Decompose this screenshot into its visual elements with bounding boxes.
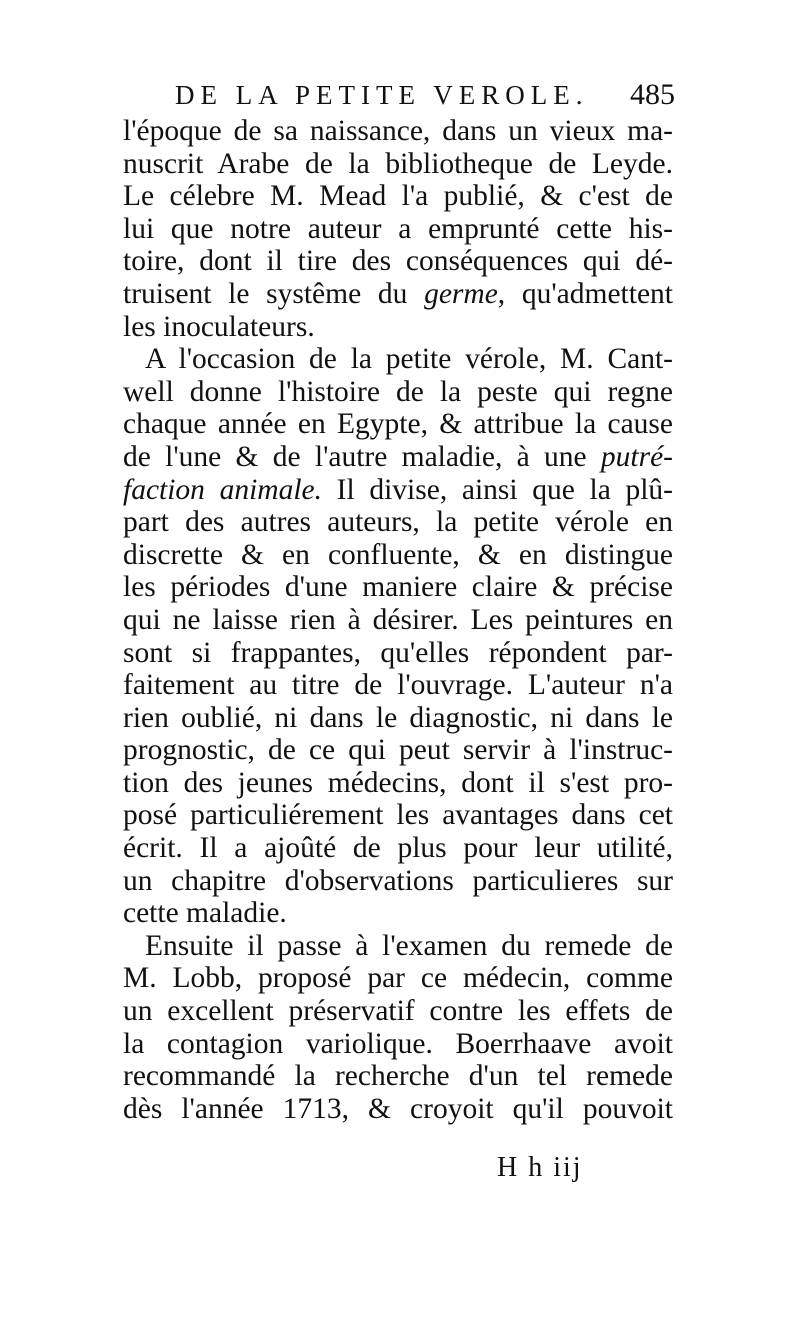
running-head [175, 78, 675, 118]
body-text [123, 115, 673, 1125]
text-line: Le célebre M. Mead l'a publié, & c'est de [123, 180, 673, 213]
text-line: un chapitre d'observations particulieres sur [123, 864, 673, 897]
text-line: discrette & en confluente, & en distingue [123, 538, 673, 571]
text-line: l'époque de sa naissance, dans un vieux ma- [123, 115, 673, 147]
text-line: chaque année en Egypte, & attribue la cause [123, 408, 673, 441]
text-line: la contagion variolique. Boerrhaave avoit [123, 1027, 673, 1060]
text-line: M. Lobb, proposé par ce médecin, comme [123, 962, 673, 995]
text-line: rien oublié, ni dans le diagnostic, ni dans le [123, 701, 673, 734]
page-number: 485 [630, 78, 675, 111]
italic-term: germe [424, 277, 498, 310]
text-line: les inoculateurs. [123, 310, 315, 343]
italic-term: putré- [600, 440, 673, 473]
text-line: un excellent préservatif contre les effets de [123, 995, 673, 1028]
text-line: sont si frappantes, qu'elles répondent par- [123, 636, 673, 669]
text-line: les périodes d'une maniere claire & précise [123, 571, 673, 604]
signature-mark: H h iij [497, 1152, 583, 1183]
text-segment: de l'une & de l'autre maladie, à une [123, 440, 601, 473]
text-line: A l'occasion de la petite vérole, M. Cant- [145, 343, 673, 376]
text-line: toire, dont il tire des conséquences qui dé- [123, 245, 673, 278]
italic-term: faction animale. [123, 473, 323, 506]
text-line: nuscrit Arabe de la bibliotheque de Leyde. [123, 147, 673, 180]
text-line-with-italic [123, 278, 673, 311]
text-segment: Il divise, ainsi que la plû- [322, 473, 673, 506]
text-segment: , qu'admettent [497, 277, 673, 310]
text-line: prognostic, de ce qui peut servir à l'instruc- [123, 734, 673, 767]
text-line: tion des jeunes médecins, dont il s'est pro- [123, 766, 673, 799]
text-segment: truisent le systême du [123, 277, 425, 310]
text-line: Ensuite il passe à l'examen du remede de [145, 929, 673, 962]
running-title: DE LA PETITE VEROLE. [175, 80, 589, 110]
text-line: faitement au titre de l'ouvrage. L'auteur n'a [123, 669, 673, 702]
paragraph-2 [123, 343, 673, 930]
paragraph-3 [123, 930, 673, 1126]
text-line: recommandé la recherche d'un tel remede [123, 1060, 673, 1093]
text-line: well donne l'histoire de la peste qui regne [123, 375, 673, 408]
text-line: qui ne laisse rien à désirer. Les peintures en [123, 603, 673, 636]
text-line-with-italic [123, 441, 673, 474]
text-line: part des autres auteurs, la petite vérole en [123, 506, 673, 539]
text-line: lui que notre auteur a emprunté cette his- [123, 212, 673, 245]
text-line: écrit. Il a ajoûté de plus pour leur utilité, [123, 832, 673, 865]
text-line: posé particuliérement les avantages dans cet [123, 799, 673, 832]
text-line: cette maladie. [123, 897, 287, 930]
paragraph-1 [123, 115, 673, 343]
text-line-with-italic [123, 474, 673, 507]
text-line: dès l'année 1713, & croyoit qu'il pouvoit [123, 1092, 673, 1125]
